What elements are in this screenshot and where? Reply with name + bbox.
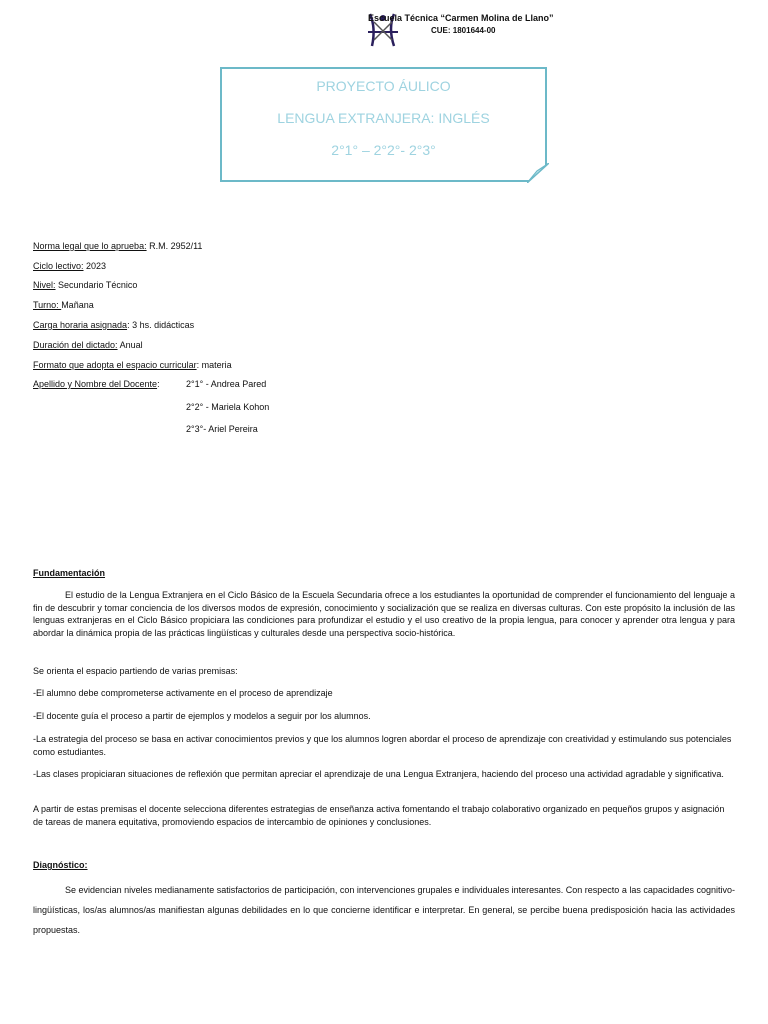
page-fold-icon [527, 163, 549, 183]
diagnostico-text: Se evidencian niveles medianamente satisfactorios de participación, con intervenciones grupales e individuales interesantes. Con respecto a las capacidades cognitivo-lingüísticas, los/as alumnos/as manifiestan algunas debilidades en lo que concierne identificar e interpretar. En general, se percibe buena predisposición hacia las actividades propuestas. [33, 885, 735, 935]
duracion-row [33, 339, 143, 351]
subject-title: LENGUA EXTRANJERA: INGLÉS [277, 110, 490, 126]
premisa-item: -El docente guía el proceso a partir de ejemplos y modelos a seguir por los alumnos. [33, 711, 371, 721]
turno-label: Turno: [33, 300, 62, 310]
norma-label: Norma legal que lo aprueba: [33, 241, 147, 251]
school-name: Escuela Técnica “Carmen Molina de Llano” [368, 13, 554, 23]
premisas-intro: Se orienta el espacio partiendo de varias premisas: [33, 666, 238, 676]
docente-item: 2°1° - Andrea Pared [186, 379, 267, 389]
carga-label: Carga horaria asignada [33, 320, 128, 330]
carga-value: : 3 hs. didácticas [127, 320, 195, 330]
fundamentacion-intro: El estudio de la Lengua Extranjera en el Ciclo Básico de la Escuela Secundaria ofrece a los estudiantes la oportunidad de comprender el funcionamiento del lenguaje a fin de descubrir y tomar conciencia de los diversos modos de expresión, conocimiento y socialización que se realiza en diversas culturas. Con este propósito la inclusión de las lenguas extranjeras en el Ciclo Básico propiciara las condiciones para profundizar el estudio y el uso creativo de la propia lengua, para conocer y aprender otra lengua y para abordar la dinámica propia de las prácticas lingüísticas y culturales desde una perspectiva socio-histórica. [33, 590, 735, 638]
nivel-row [33, 279, 137, 291]
docente-item: 2°2° - Mariela Kohon [186, 402, 270, 412]
carga-row [33, 319, 194, 331]
premisa-item: -El alumno debe comprometerse activamente en el proceso de aprendizaje [33, 688, 333, 698]
turno-row [33, 299, 94, 311]
school-cue: CUE: 1801644-00 [431, 26, 496, 35]
docente-colon: : [157, 379, 160, 389]
premisa-item: -Las clases propiciaran situaciones de reflexión que permitan apreciar el aprendizaje de una Lengua Extranjera, haciendo del proceso una actividad agradable y significativa. [33, 769, 724, 779]
ciclo-row [33, 260, 106, 272]
project-title-box [220, 67, 547, 182]
norma-value: R.M. 2952/11 [146, 241, 203, 251]
diagnostico-heading: Diagnóstico: [33, 860, 88, 870]
project-title: PROYECTO ÁULICO [316, 78, 451, 94]
formato-value: : materia [196, 360, 232, 370]
docente-row [33, 378, 160, 390]
ciclo-label: Ciclo lectivo: [33, 261, 84, 271]
duracion-value: Anual [117, 340, 143, 350]
fundamentacion-heading: Fundamentación [33, 568, 106, 578]
norma-row [33, 240, 202, 252]
formato-label: Formato que adopta el espacio curricular [33, 360, 197, 370]
docente-label: Apellido y Nombre del Docente [33, 379, 158, 389]
fundamentacion-conclusion: A partir de estas premisas el docente selecciona diferentes estrategias de enseñanza activa fomentando el trabajo colaborativo organizado en pequeños grupos y asignación de tareas de manera equitativa, promoviendo espacios de intercambio de opiniones y conclusiones. [33, 804, 725, 827]
premisa-item: -La estrategia del proceso se basa en activar conocimientos previos y que los alumnos logren abordar el proceso de aprendizaje con creatividad y estimulando sus potenciales como estudiantes. [33, 734, 732, 757]
nivel-label: Nivel: [33, 280, 56, 290]
nivel-value: Secundario Técnico [55, 280, 138, 290]
turno-value: Mañana [61, 300, 94, 310]
docente-item: 2°3°- Ariel Pereira [186, 424, 258, 434]
duracion-label: Duración del dictado: [33, 340, 118, 350]
course-list: 2°1° – 2°2°- 2°3° [331, 142, 436, 158]
formato-row [33, 359, 232, 371]
ciclo-value: 2023 [83, 261, 107, 271]
